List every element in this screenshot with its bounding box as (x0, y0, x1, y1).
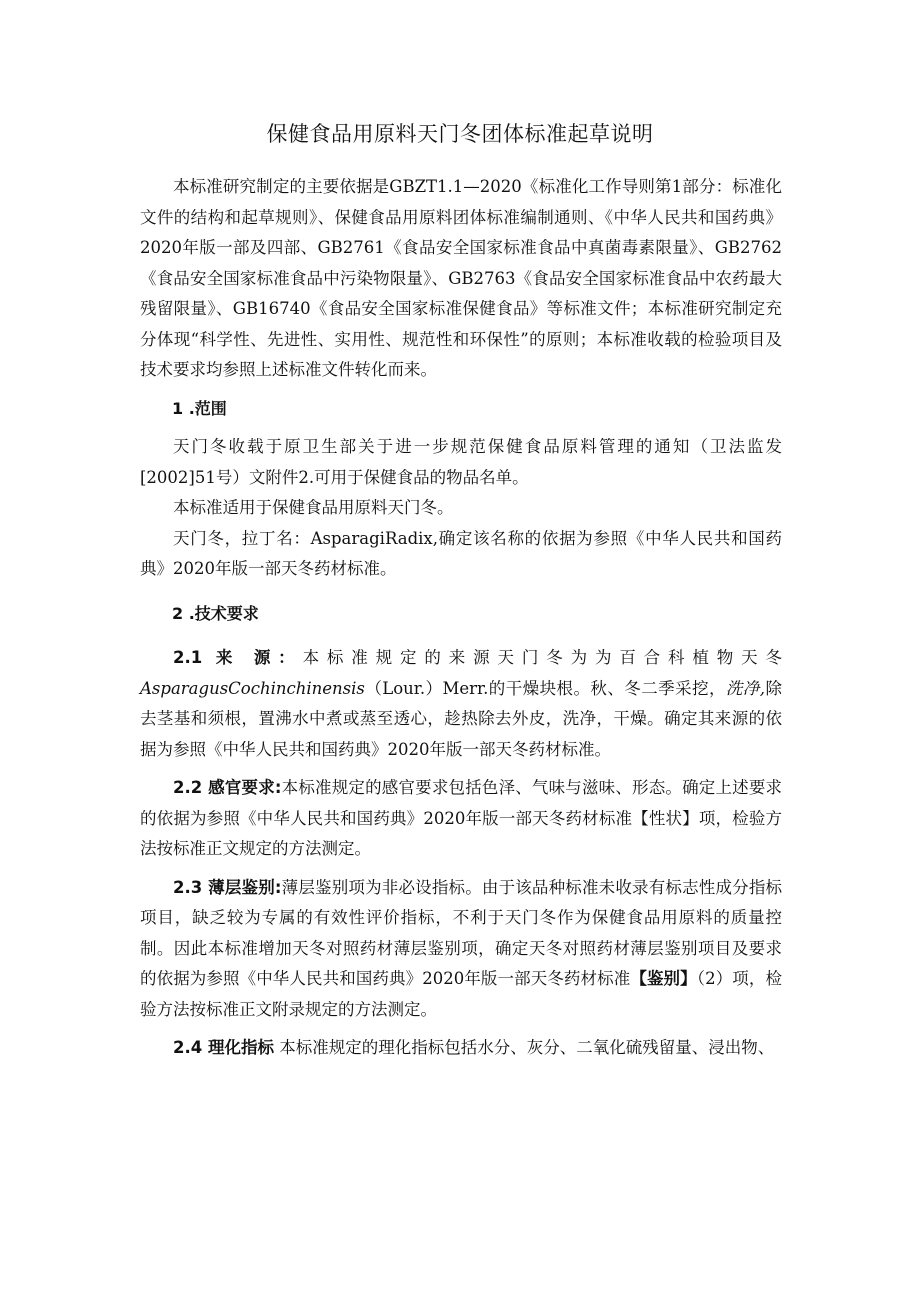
source-italic-b: 洗净, (725, 678, 766, 698)
source-text-c: 除去茎基和须根，置沸水中煮或蒸至透心，趁热除去外皮，洗净，干燥。确定其来源的依据为参照《中华人民共和国药典》2020年版一部天冬药材标准。 (140, 678, 782, 759)
sensory-paragraph (140, 773, 782, 865)
physchem-paragraph (140, 1033, 782, 1064)
physchem-text: 本标准规定的理化指标包括水分、灰分、二氧化硫残留量、浸出物、 (273, 1038, 775, 1057)
physchem-lead: 2.4 理化指标 (173, 1038, 274, 1057)
tlc-lead: 2.3 薄层鉴别: (173, 877, 282, 897)
section-1-heading: 1 .范围 (172, 398, 227, 418)
scope-paragraph-3: 天门冬，拉丁名：AsparagiRadix,确定该名称的依据为参照《中华人民共和国药典》2020年版一部天冬药材标准。 (140, 528, 782, 578)
scope-paragraph-2: 本标准适用于保健食品用原料天门冬。 (173, 498, 454, 517)
source-paragraph (140, 643, 782, 765)
tlc-bold-b: 【鉴别】 (630, 969, 697, 988)
intro-paragraph: 本标准研究制定的主要依据是GBZT1.1—2020《标准化工作导则第1部分：标准化文件的结构和起草规则》、保健食品用原料团体标准编制通则、《中华人民共和国药典》2020年版一部及四部、GB2761《食品安全国家标准食品中真菌毒素限量》、GB2762《食品安全国家标准食品中污染物限量》、GB2763《食品安全国家标准食品中农药最大残留限量》、GB16740《食品安全国家标准保健食品》等标准文件；本标准研究制定充分体现“科学性、先进性、实用性、规范性和环保性”的原则；本标准收载的检验项目及技术要求均参照上述标准文件转化而来。 (140, 177, 782, 379)
sensory-lead: 2.2 感官要求: (173, 778, 282, 797)
document-body (140, 172, 782, 1064)
tlc-text-c: （2）项，检验方法按标准正文附录规定的方法测定。 (140, 969, 783, 1019)
scope-paragraph-1: 天门冬收载于原卫生部关于进一步规范保健食品原料管理的通知（卫法监发[2002]51号）文附件2.可用于保健食品的物品名单。 (140, 437, 782, 487)
tlc-text-a: 薄层鉴别项为非必设指标。由于该品种标准未收录有标志性成分指标项目，缺乏较为专属的有效性评价指标，不利于天门冬作为保健食品用原料的质量控制。因此本标准增加天冬对照药材薄层鉴别项，确定天冬对照药材薄层鉴别项目及要求的依据为参照《中华人民共和国药典》2020年版一部天冬药材标准 (140, 877, 783, 988)
source-lead: 2.1 来 源： (173, 648, 303, 667)
section-2-heading: 2 .技术要求 (172, 603, 259, 623)
source-text-a: 本标准规定的来源天门冬为为百合科植物天冬 (302, 648, 783, 667)
document-title: 保健食品用原料天门冬团体标准起草说明 (266, 122, 654, 146)
species-latin-name: AsparagusCochinchinensis (140, 678, 365, 698)
sensory-text: 本标准规定的感官要求包括色泽、气味与滋味、形态。确定上述要求的依据为参照《中华人民共和国药典》2020年版一部天冬药材标准【性状】项，检验方法按标准正文规定的方法测定。 (140, 778, 783, 858)
source-text-b: （Lour.）Merr.的干燥块根。秋、冬二季采挖， (364, 678, 726, 698)
tlc-paragraph (140, 873, 782, 1026)
